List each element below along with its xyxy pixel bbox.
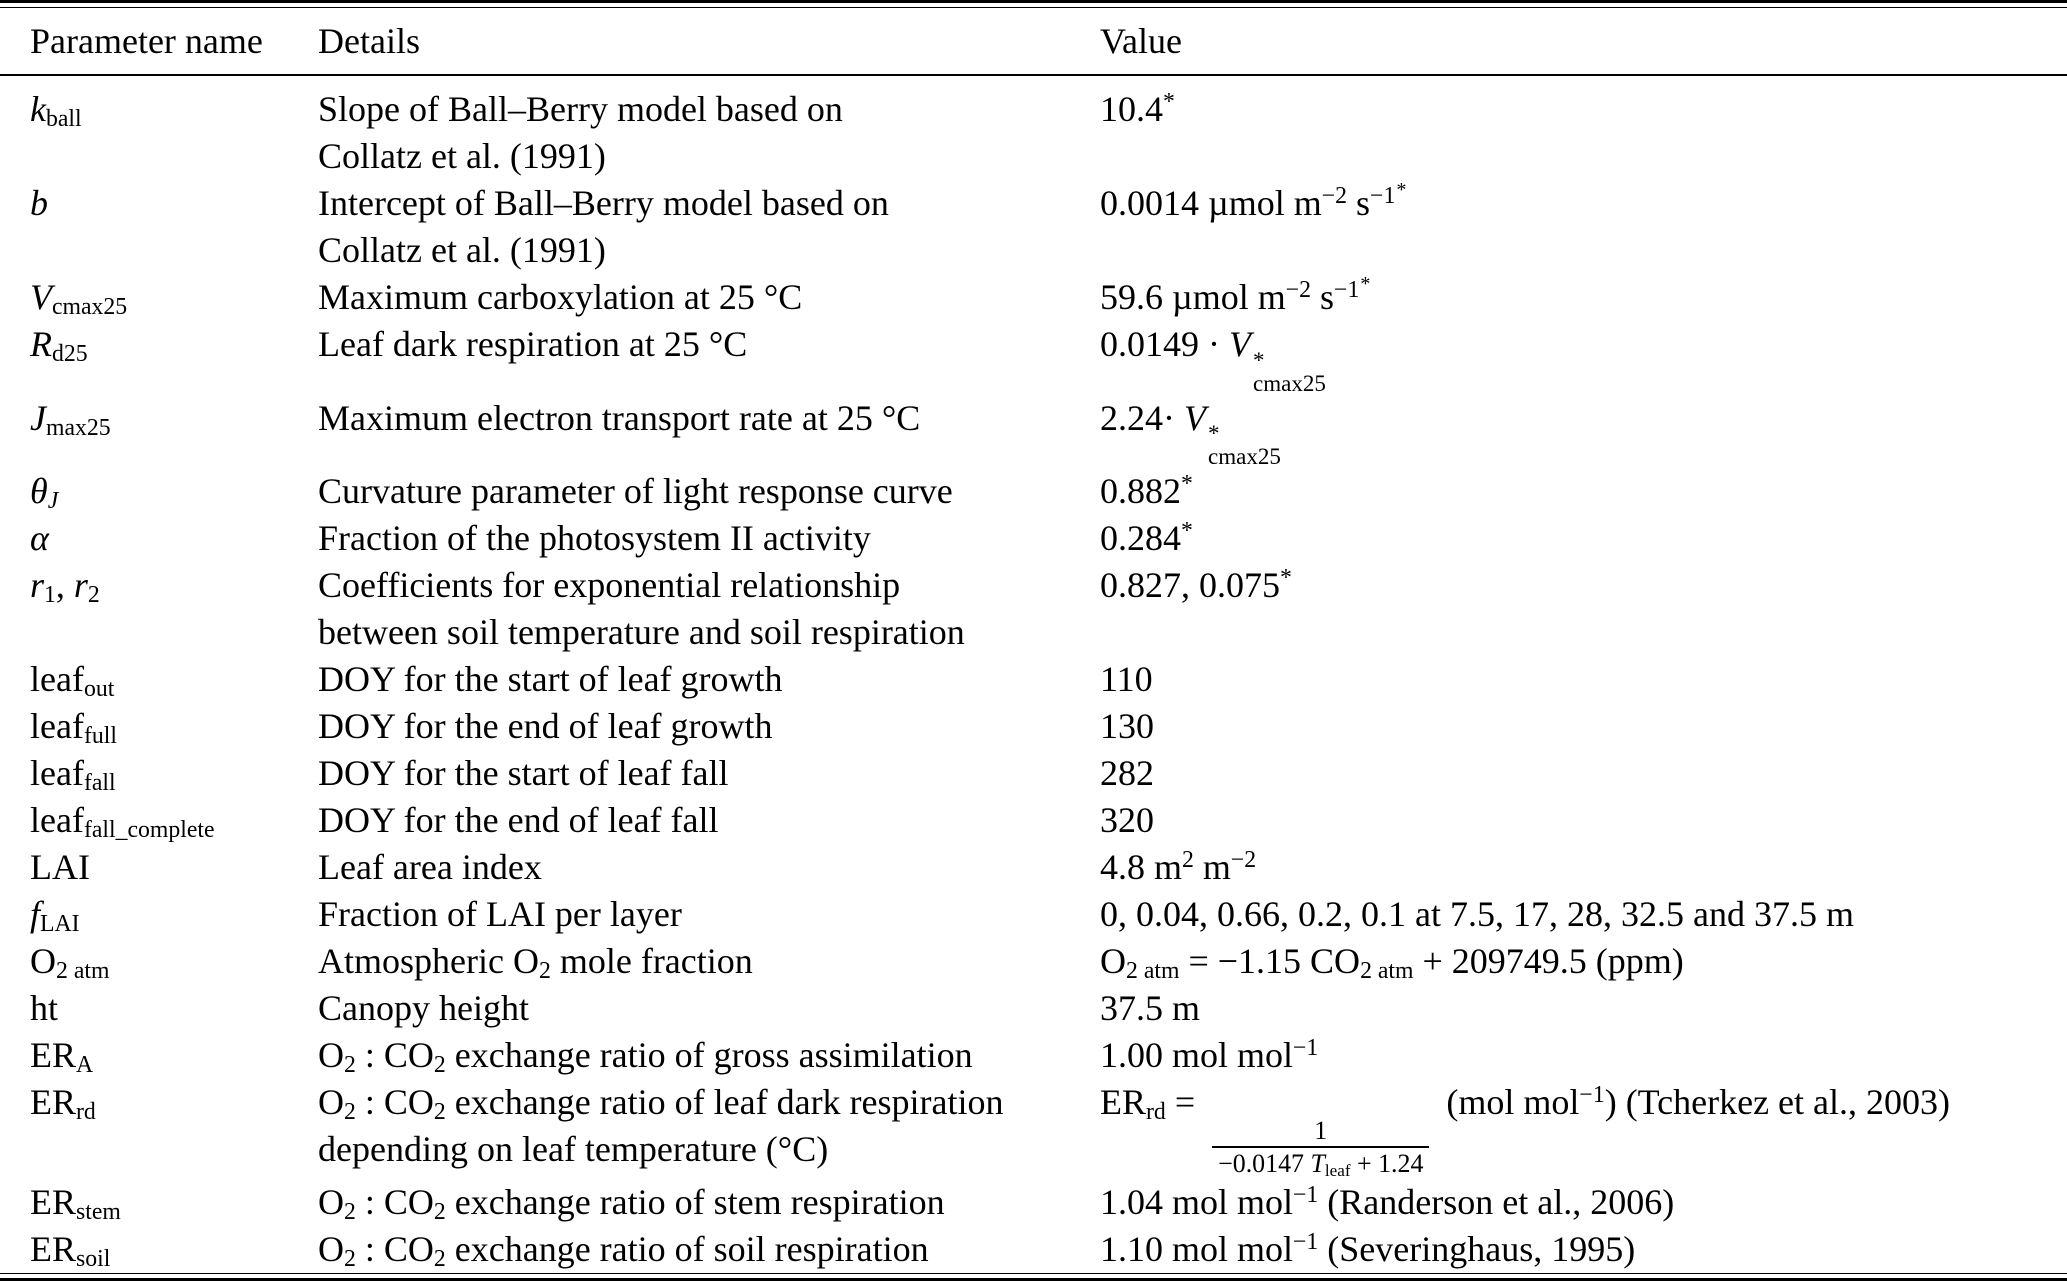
table-row [0, 86, 2067, 180]
column-header-parameter-name: Parameter name [30, 20, 263, 61]
table-row [0, 703, 2067, 750]
value-cell: 0, 0.04, 0.66, 0.2, 0.1 at 7.5, 17, 28, 32.5 and 37.5 m [1100, 894, 1854, 935]
param-cell: $ER_{stem}$ [30, 1182, 121, 1226]
param-cell: ht [30, 988, 59, 1029]
column-header-value: Value [1100, 20, 1182, 61]
value-cell: $O_{2 atm} = -1.15$ $CO_{2 atm} + 209749.5$ (ppm) [1100, 941, 1684, 985]
param-cell: α [30, 518, 49, 559]
table-row [0, 1032, 2067, 1079]
table-row [0, 468, 2067, 515]
param-cell: $J_{max25}$ [30, 397, 111, 441]
details-cell: Intercept of Ball–Berry model based on Collatz et al. (1991) [318, 183, 889, 270]
details-cell: $O_2$ : $CO_2$ exchange ratio of gross assimilation [318, 1035, 973, 1079]
param-cell: leaf$_{fall\_complete}$ [30, 800, 215, 844]
param-cell: $ER_{rd}$ [30, 1082, 96, 1126]
value-cell: 37.5 m [1100, 988, 1201, 1029]
param-cell: $R_{d25}$ [30, 324, 88, 368]
param-cell: leaf$_{out}$ [30, 659, 115, 703]
details-cell: $O_2$ : $CO_2$ exchange ratio of stem respiration [318, 1182, 945, 1226]
value-cell: 0.284* [1100, 518, 1193, 559]
value-cell: 0.0014 µmol $m^{-2}$ $s^{-1*}$ [1100, 178, 1407, 223]
details-cell: DOY for the start of leaf fall [318, 753, 729, 794]
value-cell: 1.04 mol mol$^{-1}$ (Randerson et al., 2006) [1100, 1182, 1675, 1223]
table-row [0, 515, 2067, 562]
details-cell: Leaf area index [318, 847, 542, 888]
param-cell: $ER_A$ [30, 1035, 94, 1079]
value-cell: 282 [1100, 753, 1154, 794]
table-row [0, 180, 2067, 274]
param-cell: $ER_{soil}$ [30, 1229, 111, 1273]
value-cell: 130 [1100, 706, 1154, 747]
table-row [0, 274, 2067, 321]
value-cell: 0.0149 · V * cmax25 [1100, 324, 1326, 396]
table-row [0, 938, 2067, 985]
table-row [0, 1179, 2067, 1226]
table-row [0, 797, 2067, 844]
details-cell: Fraction of the photosystem II activity [318, 518, 871, 559]
table-row [0, 562, 2067, 656]
table-row [0, 750, 2067, 797]
details-cell: $O_2$ : $CO_2$ exchange ratio of soil respiration [318, 1229, 929, 1273]
details-cell: Curvature parameter of light response curve [318, 471, 953, 512]
param-cell: $f_{LAI}$ [30, 894, 80, 938]
table-bottom-rule [0, 1273, 2067, 1281]
param-cell: LAI [30, 847, 90, 888]
value-cell: 1.10 mol mol$^{-1}$ (Severinghaus, 1995) [1100, 1229, 1636, 1270]
details-cell: DOY for the end of leaf growth [318, 706, 773, 747]
table-top-rule [0, 0, 2067, 8]
value-cell: 0.882* [1100, 471, 1193, 512]
param-cell: b [30, 183, 48, 223]
value-cell: 59.6 µmol $m^{-2}$ $s^{-1*}$ [1100, 272, 1371, 317]
table-header-row [0, 8, 2067, 74]
table-row [0, 321, 2067, 395]
param-cell: $k_{ball}$ [30, 89, 82, 133]
value-cell: 0.827, 0.075* [1100, 565, 1292, 606]
value-cell: $ER_{rd}$ = $\frac{1}{-0.0147 T_{leaf} + 1.24}$ (mol mol$^{-1}$) (Tcherkez et al., 2003) [1100, 1082, 1951, 1180]
table-row [0, 985, 2067, 1032]
value-cell: 2.24· V * cmax25 [1100, 397, 1281, 470]
table-row [0, 844, 2067, 891]
param-cell: leaf$_{fall}$ [30, 753, 116, 797]
details-cell: DOY for the start of leaf growth [318, 659, 783, 700]
details-cell: Slope of Ball–Berry model based on Collatz et al. (1991) [318, 89, 843, 176]
details-cell: Coefficients for exponential relationship between soil temperature and soil respiration [318, 565, 965, 653]
value-cell: 10.4* [1100, 89, 1175, 129]
table-row [0, 656, 2067, 703]
param-cell: $r_1$, $r_2$ [30, 565, 100, 609]
details-cell: $O_2$ : $CO_2$ exchange ratio of leaf dark respiration depending on leaf temperature (°C) [318, 1082, 1004, 1170]
value-cell: 110 [1100, 659, 1153, 700]
value-cell: 4.8 $m^2$ $m^{-2}$ [1100, 847, 1257, 888]
table-body [0, 76, 2067, 1273]
param-cell: $V_{cmax25}$ [30, 277, 128, 321]
table-row [0, 1226, 2067, 1273]
details-cell: Fraction of LAI per layer [318, 894, 682, 935]
details-cell: DOY for the end of leaf fall [318, 800, 719, 841]
table-row [0, 395, 2067, 469]
details-cell: Maximum electron transport rate at 25 °C [318, 397, 921, 438]
param-cell: $\theta_J$ [30, 471, 59, 515]
details-cell: Atmospheric $O_2$ mole fraction [318, 941, 753, 985]
table-row [0, 891, 2067, 938]
value-cell: 320 [1100, 800, 1154, 841]
param-cell: leaf$_{full}$ [30, 706, 117, 750]
details-cell: Canopy height [318, 988, 529, 1029]
table-row [0, 1079, 2067, 1179]
value-cell: 1.00 mol mol$^{-1}$ [1100, 1035, 1319, 1076]
details-cell: Maximum carboxylation at 25 °C [318, 277, 803, 317]
column-header-details: Details [318, 20, 420, 61]
details-cell: Leaf dark respiration at 25 °C [318, 324, 748, 364]
param-cell: $O_{2 atm}$ [30, 941, 110, 985]
